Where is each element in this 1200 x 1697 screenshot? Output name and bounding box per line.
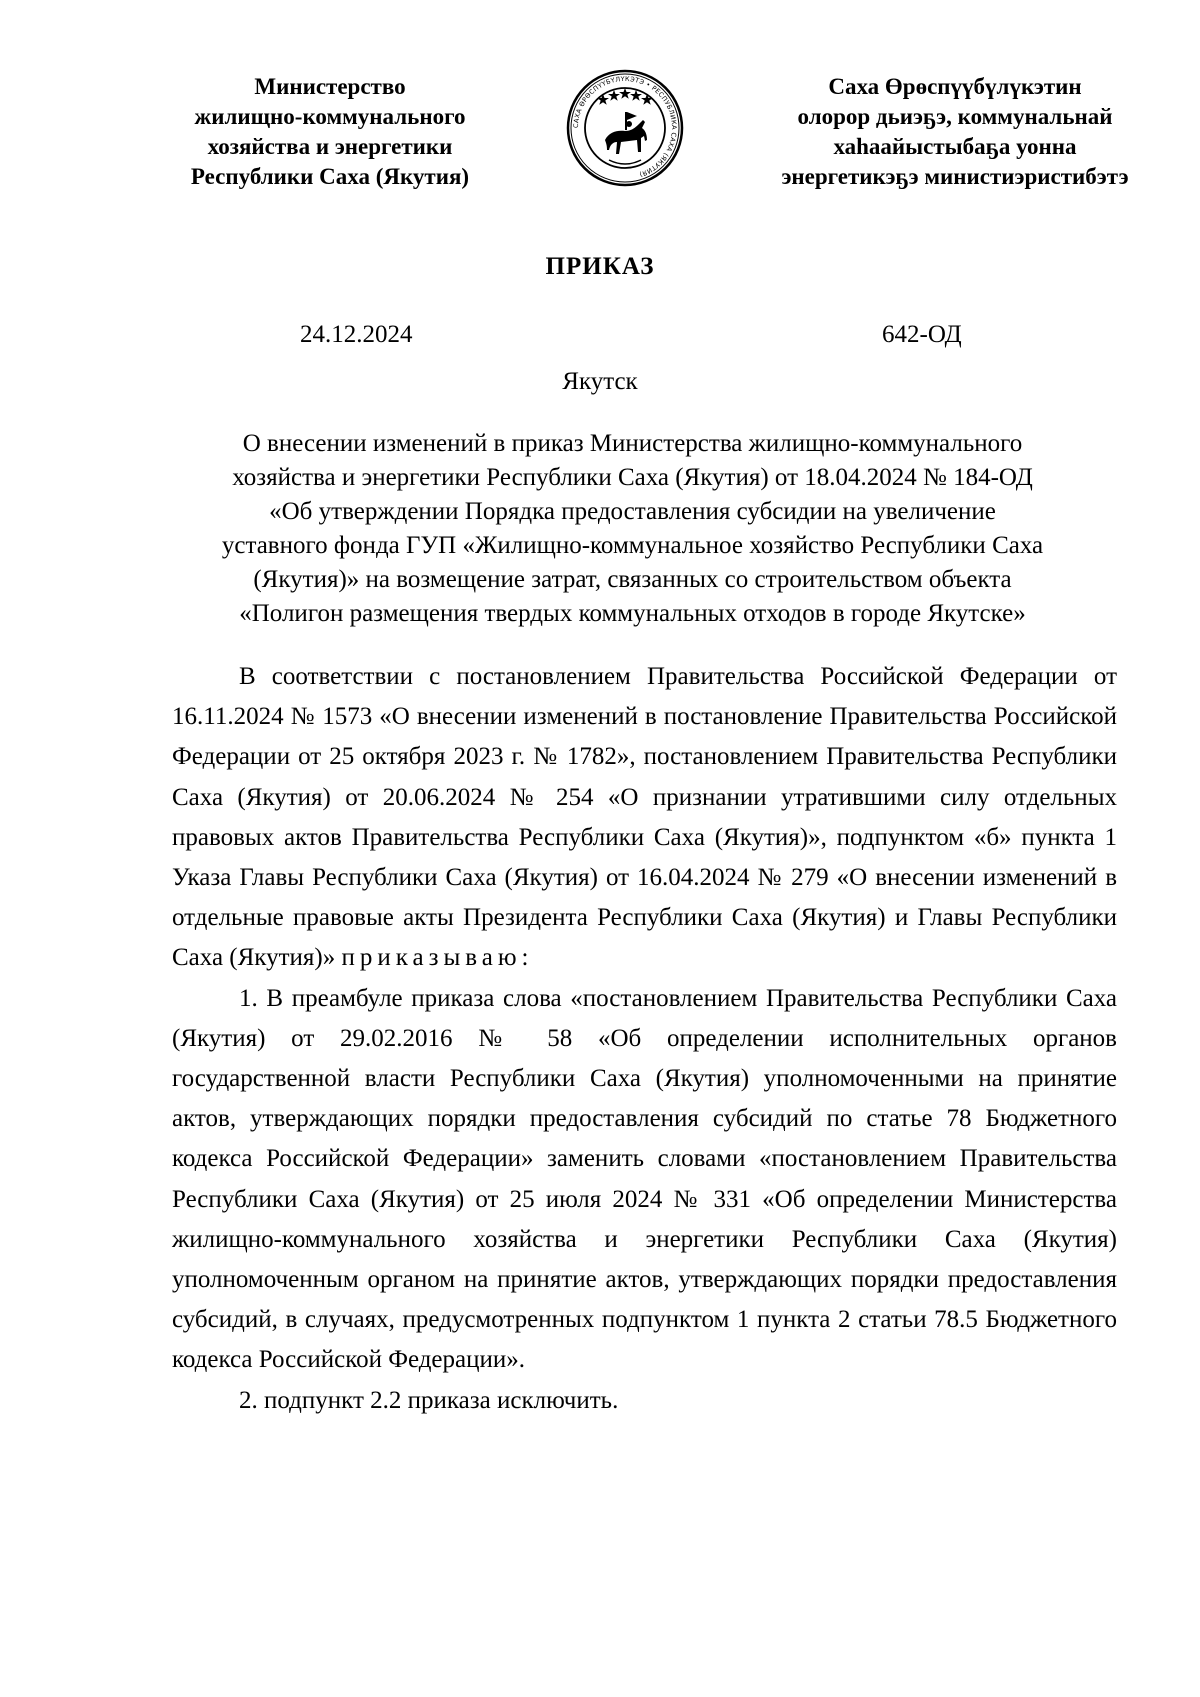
ministry-name-line: хаһаайыстыбаҕа уонна [833, 134, 1077, 159]
subject-line: «Об утверждении Порядка предоставления субсидии на увеличение [269, 498, 996, 525]
ministry-name-line: энергетикэҕэ министиэристибэтэ [781, 164, 1129, 189]
ministry-name-line: олорор дьиэҕэ, коммунальнай [797, 104, 1113, 129]
sakha-republic-emblem-icon [565, 68, 685, 188]
subject-line: (Якутия)» на возмещение затрат, связанных со строительством объекта [253, 566, 1012, 593]
document-number: 642-ОД [882, 321, 962, 348]
subject-line: О внесении изменений в приказ Министерства жилищно-коммунального [242, 430, 1023, 457]
ministry-name-line: жилищно-коммунального [194, 104, 466, 129]
document-city: Якутск [562, 368, 638, 395]
ministry-name-line: хозяйства и энергетики [207, 134, 453, 159]
preamble-paragraph [172, 657, 1117, 979]
ministry-name-line: Министерство [254, 74, 406, 99]
emblem-ring-text: САХА ӨРӨСПҮҮБҮЛҮКЭТЭ • РЕСПУБЛИКА САХА (ЯКУТИЯ) [571, 74, 679, 179]
subject-line: уставного фонда ГУП «Жилищно-коммунальное хозяйство Республики Саха [221, 532, 1044, 559]
subject-line: хозяйства и энергетики Республики Саха (Якутия) от 18.04.2024 № 184-ОД [232, 464, 1033, 491]
order-word: приказываю: [341, 944, 534, 972]
ministry-name-line: Саха Өрөспүүбүлүкэтин [828, 74, 1082, 99]
ministry-name-line: Республики Саха (Якутия) [190, 164, 470, 189]
document-date: 24.12.2024 [300, 321, 413, 348]
subject-line: «Полигон размещения твердых коммунальных отходов в городе Якутске» [239, 600, 1026, 627]
document-body [172, 657, 1117, 1421]
preamble-text: В соответствии с постановлением Правительства Российской Федерации от 16.11.2024 № 1573 «О внесении изменений в постановление Правительства Российской Федерации от 25 октября 2023 г. № 1782», постановлением Правительства Республики Саха (Якутия) от 20.06.2024 № 254 «О признании утратившими силу отдельных правовых актов Правительства Республики Саха (Якутия)», подпунктом «б» пункта 1 Указа Главы Республики Саха (Якутия) от 16.04.2024 № 279 «О внесении изменений в отдельные правовые акты Президента Республики Саха (Якутия) и Главы Республики Саха (Якутия)» [172, 663, 1117, 972]
item-2-paragraph: 2. подпункт 2.2 приказа исключить. [239, 1386, 619, 1414]
document-subject [165, 427, 1100, 631]
document-title: ПРИКАЗ [545, 253, 655, 280]
item-1-paragraph: 1. В преамбуле приказа слова «постановлением Правительства Республики Саха (Якутия) от 29.02.2016 № 58 «Об определении исполнительных органов государственной власти Республики Саха (Якутия) уполномоченными на принятие актов, утверждающих порядки предоставления субсидий по статье 78 Бюджетного кодекса Российской Федерации» заменить словами «постановлением Правительства Республики Саха (Якутия) от 25 июля 2024 № 331 «Об определении Министерства жилищно-коммунального хозяйства и энергетики Республики Саха (Якутия) уполномоченным органом на принятие актов, утверждающих порядки предоставления субсидий, в случаях, предусмотренных подпунктом 1 пункта 2 статьи 78.5 Бюджетного кодекса Российской Федерации». [172, 984, 1117, 1374]
ministry-name-russian [150, 72, 510, 192]
ministry-name-yakut [745, 72, 1165, 192]
